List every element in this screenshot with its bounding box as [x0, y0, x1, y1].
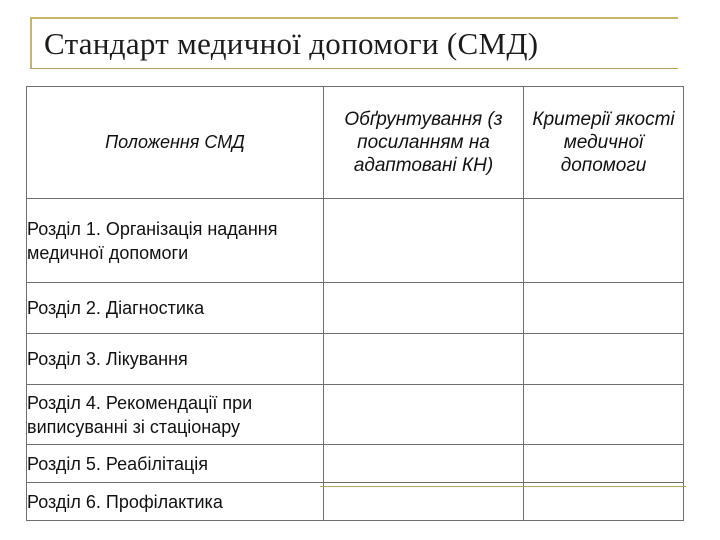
section-2-justification-cell	[324, 283, 524, 334]
table-row	[27, 483, 684, 521]
accent-divider-line	[320, 486, 686, 487]
section-5-label: Розділ 5. Реабілітація	[27, 445, 324, 483]
section-3-criteria-cell	[524, 334, 684, 385]
section-3-justification-cell	[324, 334, 524, 385]
table-row	[27, 334, 684, 385]
table-row	[27, 385, 684, 445]
section-6-justification-cell	[324, 483, 524, 521]
section-1-justification-cell	[324, 199, 524, 283]
table-row	[27, 199, 684, 283]
section-2-criteria-cell	[524, 283, 684, 334]
section-2-label: Розділ 2. Діагностика	[27, 283, 324, 334]
section-1-label: Розділ 1. Організація надання медичної допомоги	[27, 199, 324, 283]
title-frame-top-line	[30, 17, 678, 19]
slide-title: Стандарт медичної допомоги (СМД)	[44, 26, 539, 61]
section-4-label: Розділ 4. Рекомендації при виписуванні зі стаціонару	[27, 385, 324, 445]
section-6-criteria-cell	[524, 483, 684, 521]
section-6-label: Розділ 6. Профілактика	[27, 483, 324, 521]
section-4-justification-cell	[324, 385, 524, 445]
title-underline	[30, 68, 678, 69]
header-provisions: Положення СМД	[27, 87, 324, 199]
table-row	[27, 283, 684, 334]
table-row	[27, 445, 684, 483]
table-header-row	[27, 87, 684, 199]
header-quality-criteria: Критерії якості медичної допомоги	[524, 87, 684, 199]
smd-table	[26, 86, 684, 521]
section-1-criteria-cell	[524, 199, 684, 283]
section-3-label: Розділ 3. Лікування	[27, 334, 324, 385]
title-frame-left-line	[30, 17, 32, 69]
section-5-justification-cell	[324, 445, 524, 483]
section-4-criteria-cell	[524, 385, 684, 445]
header-justification: Обґрунтування (з посиланням на адаптовані КН)	[324, 87, 524, 199]
section-5-criteria-cell	[524, 445, 684, 483]
